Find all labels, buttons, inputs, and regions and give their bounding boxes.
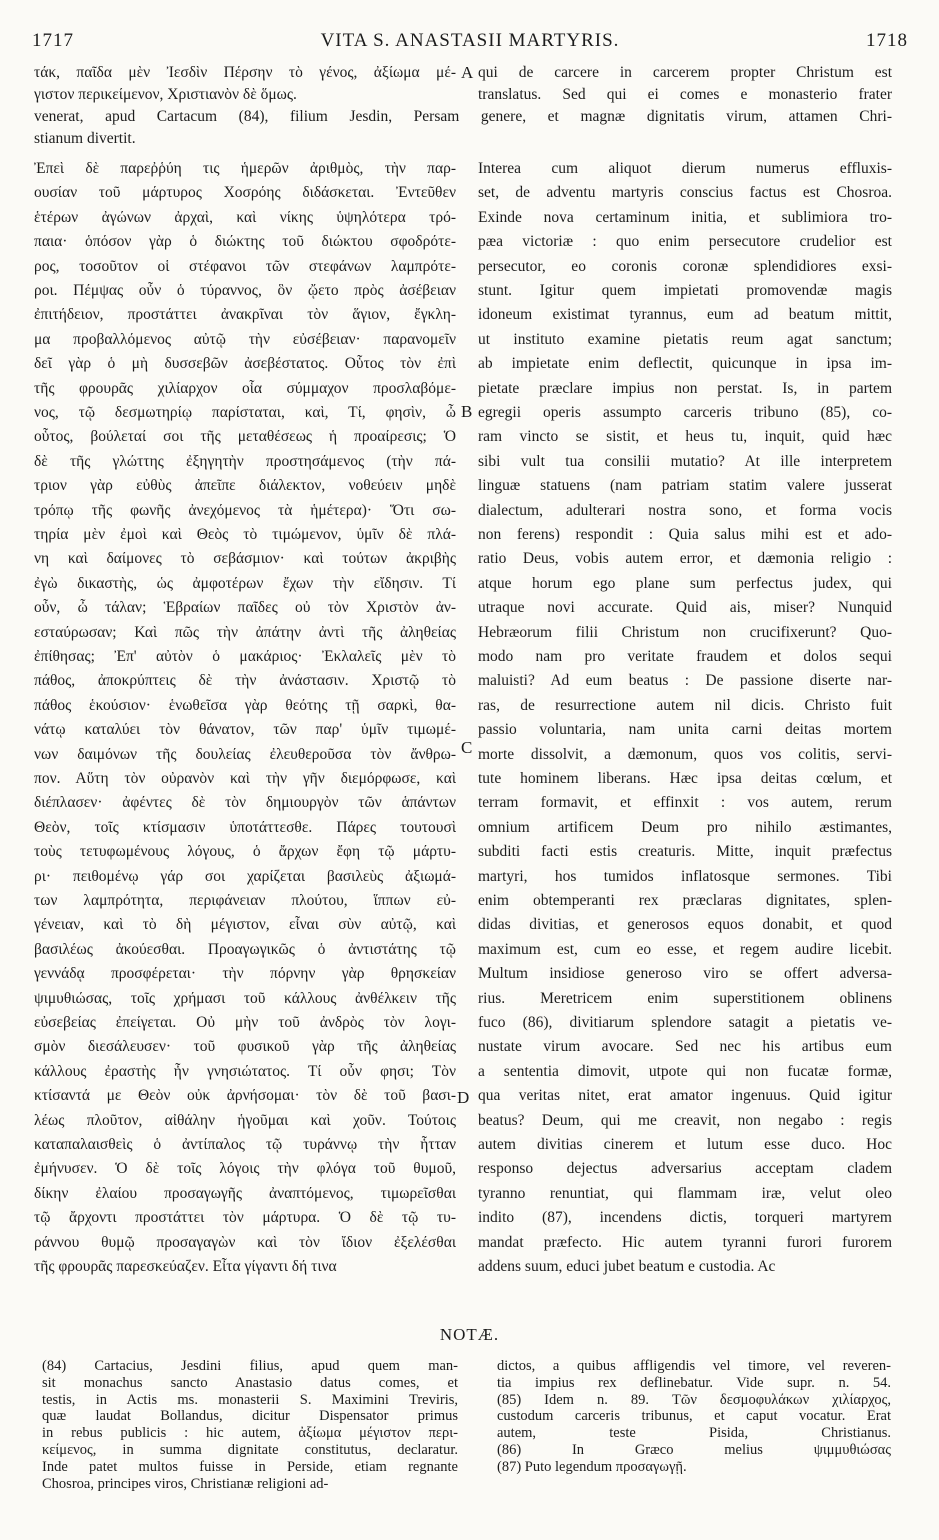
latin-line: subditi facti estis creaturis. Mitte, inquit præfectus [478,843,892,861]
greek-line: δίκην ἐλαίου προσαγωγῆς ἀναπτόμενος, τιμωρεῖσθαι [34,1184,456,1202]
latin-line: sibi vult tua consilii mutatio? At ille interpretem [478,452,892,470]
note-line: (87) Puto legendum προσαγωγῇ. [497,1458,687,1475]
greek-line: ἐπίθησας; Ἐπ' αὐτὸν ὁ μακάριος· Ἐκλαλεῖς μὲν τὸ [34,648,456,665]
greek-line: ρος, τοσοῦτον οἱ στέφανοι τῶν στεφάνων λαμπρότε- [34,257,456,275]
latin-line: nustate virum avocare. Sed nec his artibus eum [478,1038,892,1056]
latin-line: linguæ statuens (nam patriam statim valere jusserat [478,477,892,495]
note-line: κείμενος, in summa dignitate constitutus, declaratur. [42,1442,458,1458]
greek-line: κτίσαντά με Θεὸν οὐκ ἀρνήσομαι· τὸν δὲ τοῦ βασι- [34,1087,456,1105]
greek-line: δὲ τῆς γλώττης ἐξηγητὴν προστησάμενος (τὴν πά- [34,452,456,470]
greek-line: τῆς φρουρᾶς παρεσκεύαζεν. Εἶτα γίγαντι δή τινα [34,1258,337,1275]
greek-line: των λαμπρότητα, περιφάνειαν πλούτου, ἵππων εὐ- [34,892,456,909]
greek-line: νάτῳ καταλύει τὸν θάνατον, τῶν παρ' ὑμῖν τιμωμέ- [34,721,456,739]
latin-line: non ferens) respondit : Quia salus mihi est et ado- [478,526,892,543]
greek-line: δεῖ γὰρ ὁ μὴ δυσσεβῶν ἀσεβέστατος. Οὗτος τὸν ἐπὶ [34,355,456,373]
greek-line: διέπλασεν· ἀφέντες δὲ τὸν δημιουργὸν τῶν ἁπάντων [34,794,456,812]
greek-line: πάθος, ἀποκρύπτεις δὲ τὴν ἀνάστασιν. Χριστῷ τὸ [34,672,456,690]
latin-line: terram formavit, et effinxit : vos autem, rerum [478,794,892,812]
latin-line: indito (87), incendens dictis, torqueri martyrem [478,1209,892,1227]
note-line: in rebus publicis : hic autem, ἀξίωμα μέγιστον περι- [42,1425,458,1442]
latin-line: mandat præfecto. Hic autem tyranni furori furorem [478,1233,892,1251]
section-marker-c: C [461,738,473,757]
full-width-line: venerat, apud Cartacum (84), filium Jesdin, Persam genere, et magnæ dignitatis virum, attamen Chri- [34,108,892,125]
greek-line: ἐγὼ δικαστὴς, ὡς ἀμφοτέρων ἔχων τὴν εἴδησιν. Τί [34,574,456,592]
greek-line: καταπαλαισθεὶς ὁ ἀντίπαλος τῷ τυράννῳ τὴν ἧτταν [34,1136,456,1153]
greek-line: ἑτέρων ἀγώνων ἀρχαὶ, καὶ νίκης ὑψηλότερα τρό- [34,208,456,226]
greek-line: νων δαιμόνων τῆς δουλείας ἐλευθεροῦσα τὸν ἄνθρω- [34,745,456,763]
greek-line: τῆς φρουρᾶς χιλίαρχον οἷα σύμμαχον προσλαβόμε- [34,379,456,397]
latin-line: atque horum ego plane sum perfectus judex, qui [478,574,892,592]
latin-line: idoneum existimat tyrannus, eum ad beatum mittit, [478,306,892,324]
greek-line: παια· ὁπόσον γὰρ ὁ διώκτης τοῦ διώκτου σφοδρότε- [34,233,456,251]
latin-line: autem divitias cinerem et lutum esse duco. Hoc [478,1136,892,1153]
greek-line: τρόπῳ τῆς φωνῆς ἀνεχόμενος τὰ ἡμέτερα)· Ὅτι σω- [34,501,456,519]
latin-line: addens suum, educi jubet beatum e custodia. Ac [478,1258,776,1275]
greek-line: ψιμυθιώσας, τοῖς χρήμασι τοῦ κάλλους ἀνθέλκειν τῆς [34,989,456,1007]
greek-line: ροι. Πέμψας οὖν ὁ τύραννος, ὃν ᾤετο πρὸς ἀσέβειαν [34,282,456,299]
latin-line: qui de carcere in carcerem propter Christum est [478,64,892,81]
latin-line: modo nam pro veritate fraudem et dolos sequi [478,648,892,665]
greek-line: τάκ, παῖδα μὲν Ἰεσδὶν Πέρσην τὸ γένος, ἀξίωμα μέ- [34,64,456,81]
note-line: Chosroa, principes viros, Christianæ religioni ad- [42,1475,329,1492]
note-line: sit monachus sancto Anastasio datus comes, et [42,1374,458,1391]
latin-line: stunt. Igitur quem impietati promovendæ magis [478,282,892,299]
latin-line: didas divitias, et generosos equos donabit, et quod [478,916,892,934]
note-line: Inde patet multos fuisse in Perside, etiam regnante [42,1458,458,1475]
latin-line: omnium artificem Deum pro nihilo æstimantes, [478,818,892,836]
greek-line: Θεὸν, τοῖς κτίσμασιν ὑποτάττεσθε. Πάρες τουτουσὶ [34,818,456,836]
greek-line: τοὺς τετυφωμένους λόγους, ὁ ἄρχων ἔφη τῷ μάρτυ- [34,843,456,861]
running-title: VITA S. ANASTASII MARTYRIS. [320,30,620,51]
greek-line: τηρία μὲν ἐμοὶ καὶ Θεὸς τὸ τιμώμενον, ὑμῖν δὲ πλά- [34,526,456,543]
greek-line: γιστον περικείμενον, Χριστιανὸν δὲ ὅμως. [34,86,297,103]
page-number-right: 1718 [866,30,908,51]
greek-line: νος, τῷ δεσμωτηρίῳ παρίσταται, καὶ, Τί, φησὶν, ὦ [34,404,456,421]
greek-line: γένειαν, καὶ τὸ δὴ μέγιστον, εἶναι σὺν αὐτῷ, καὶ [34,916,456,934]
latin-line: ratio Deus, vobis autem error, et dæmonia religio : [478,550,892,568]
greek-line: οὗτος, βούλεταί σοι τῆς μεταθέσεως ἡ προαίρεσις; Ὁ [34,428,456,446]
greek-line: νη καὶ δαίμονες τὸ σεβάσμιον· καὶ τούτων ἀκριβὴς [34,550,456,568]
section-marker-b: B [461,402,473,421]
latin-line: Interea cum aliquot dierum numerus effluxis- [478,160,892,177]
note-line: (85) Idem n. 89. Τῶν δεσμοφυλάκων χιλίαρχος, [497,1391,891,1408]
latin-line: translatus. Sed qui ei comes e monasterio frater [478,86,892,103]
greek-line: βασιλέως ἀκούεσθαι. Προαγωγικῶς ὁ ἀντιστάτης τῷ [34,940,456,958]
greek-line: ουσίαν τοῦ μάρτυρος Χοσρόης διδάσκεται. Ἐντεῦθεν [34,184,456,202]
latin-line: ab impietate enim deflectit, quicunque in ipsa im- [478,355,892,373]
latin-line: beatus? Deum, qui me creavit, non negabo : regis [478,1111,892,1129]
note-line: dictos, a quibus affligendis vel timore, vel reveren- [497,1358,891,1374]
note-line: (86) In Græco melius ψιμμυθιώσας [497,1442,891,1458]
greek-line: σμὸν διεσάλευσεν· τοῦ φυσικοῦ γὰρ τῆς ἀληθείας [34,1038,456,1056]
latin-line: pietate præclare impius non perstat. Is, in partem [478,379,892,397]
greek-line: γεννάδᾳ προσφέρεται· τὴν πόρνην γὰρ θρησκείαν [34,965,456,983]
page-header [32,30,908,54]
latin-line: maluisti? Ad eum beatus : De passione diserte nar- [478,672,892,690]
notes-title: NOTÆ. [439,1325,500,1344]
note-line: (84) Cartacius, Jesdini filius, apud quem man- [42,1358,458,1374]
greek-line: οὖν, ὦ τάλαν; Ἑβραίων παῖδες οὐ τὸν Χριστὸν ἀν- [34,599,456,617]
latin-line: enim obtemperanti rex præclaras dignitates, splen- [478,892,892,909]
latin-line: Multum insidiose generoso viro se offert adversa- [478,965,892,983]
latin-line: rius. Meretricem enim superstitionem oblinens [478,989,892,1007]
greek-line: τριον γὰρ εὐθὺς ἀπεῖπε διάλεκτον, νοθεύειν μηδὲ [34,477,456,495]
greek-line: μα προβαλλόμενος αὐτῷ τὴν εὐσέβειαν· παρανομεῖν [34,330,456,348]
section-marker-d: D [457,1088,470,1107]
greek-line: τῷ ἄρχοντι προστάττει τὸν μάρτυρα. Ὁ δὲ τῷ τυ- [34,1209,456,1227]
greek-line: λέως πλοῦτον, αἰθάλην ἡγοῦμαι καὶ χοῦν. Τούτοις [34,1111,456,1129]
latin-line: responso dejectus adversarius acceptam cladem [478,1160,892,1178]
greek-line: πον. Αὕτη τὸν οὐρανὸν καὶ τὴν γῆν διεμόρφωσε, καὶ [34,770,456,787]
greek-line: κάλλους ἐραστὴς ἦν γνησιώτατος. Τί οὖν φησι; Τὸν [34,1062,456,1080]
latin-line: utraque novi accurate. Quid ais, miser? Nunquid [478,599,892,617]
greek-line: ράννου θυμῷ προσαγαγὼν καὶ τὸν ἴδιον ἐξελέσθαι [34,1233,456,1251]
greek-line: ἐπιτήδειον, προστάττει ἀνακρῖναι τὸν ἅγιον, ἔγκλη- [34,306,456,324]
greek-line: εσταύρωσαν; Καὶ πῶς τὴν ἀπάτην ἀντὶ τῆς ἀληθείας [34,623,456,641]
latin-line: maximum est, cum eo esse, et regem audire licebit. [478,940,892,958]
latin-line: tute hominem liberans. Hæc ipsa deitas cœlum, et [478,770,892,787]
latin-line: passio voluntaria, nam unita carni deitas mortem [478,721,892,739]
latin-line: dialectum, adulterari nostra sono, et forma vocis [478,501,892,519]
latin-line: Exinde nova certaminum initia, et sublimiora tro- [478,208,892,226]
note-line: tia impius rex deflinebatur. Vide supr. n. 54. [497,1374,891,1391]
latin-line: morte dissolvit, a dæmonum, quos vos colitis, servi- [478,745,892,763]
latin-line: ut instituto examine pietatis reum agat sanctum; [478,330,892,348]
latin-line: persecutor, eo coronis coronæ splendidiores exsi- [478,257,892,275]
latin-line: a sententia dimovit, utpote qui non fucatæ formæ, [478,1062,892,1080]
latin-line: ras, de resurrectione autem nil dicis. Christo fuit [478,696,892,714]
latin-line: egregii operis assumpto carceris tribuno (85), co- [478,404,892,421]
latin-line: pæa victoriæ : quo enim persecutore crudelior est [478,233,892,251]
note-line: custodum carceris tribunus, et caput vocatur. Erat [497,1408,891,1425]
section-marker-a: A [461,63,474,82]
greek-line: εὐσεβείας ἐπείγεται. Οὐ μὴν τοῦ ἀνδρὸς τὸν λογι- [34,1014,456,1031]
page-number-left: 1717 [32,30,74,51]
greek-line: ἐμήνυσεν. Ὁ δὲ τοῖς λόγοις τὴν φλόγα τοῦ θυμοῦ, [34,1160,456,1178]
latin-line: qua veritas nitet, erat amator ingenuus. Quid igitur [478,1087,892,1105]
note-line: quæ laudat Bollandus, dicitur Dispensator primus [42,1408,458,1425]
note-line: testis, in Actis ms. monasterii S. Maximini Treviris, [42,1391,458,1408]
full-width-line: stianum divertit. [34,130,136,147]
greek-line: Ἐπεὶ δὲ παρεῤῥύη τις ἡμερῶν ἀριθμὸς, τὴν παρ- [34,160,456,177]
latin-line: martyri, hos tumidos inflatosque sermones. Tibi [478,867,892,885]
latin-line: tyranno renuntiat, qui flammam iræ, velut oleo [478,1184,892,1202]
greek-line: πάθος ἑκούσιον· ἑνωθεῖσα γὰρ θεότης τῇ σαρκὶ, θα- [34,696,456,714]
note-line: autem, teste Pisida, Christianus. [497,1425,891,1442]
latin-line: fuco (86), divitiarum splendore satagit a pietatis ve- [478,1014,892,1031]
greek-line: ρι· πειθομένῳ γάρ σοι χαρίζεται βασιλεὺς ἀξιωμά- [34,867,456,885]
latin-line: set, de adventu martyris conscius factus est Chosroa. [478,184,892,202]
latin-line: ram vincto se sistit, et heus tu, inquit, quid hæc [478,428,892,446]
latin-line: Hebræorum filii Christum non crucifixerunt? Quo- [478,623,892,641]
